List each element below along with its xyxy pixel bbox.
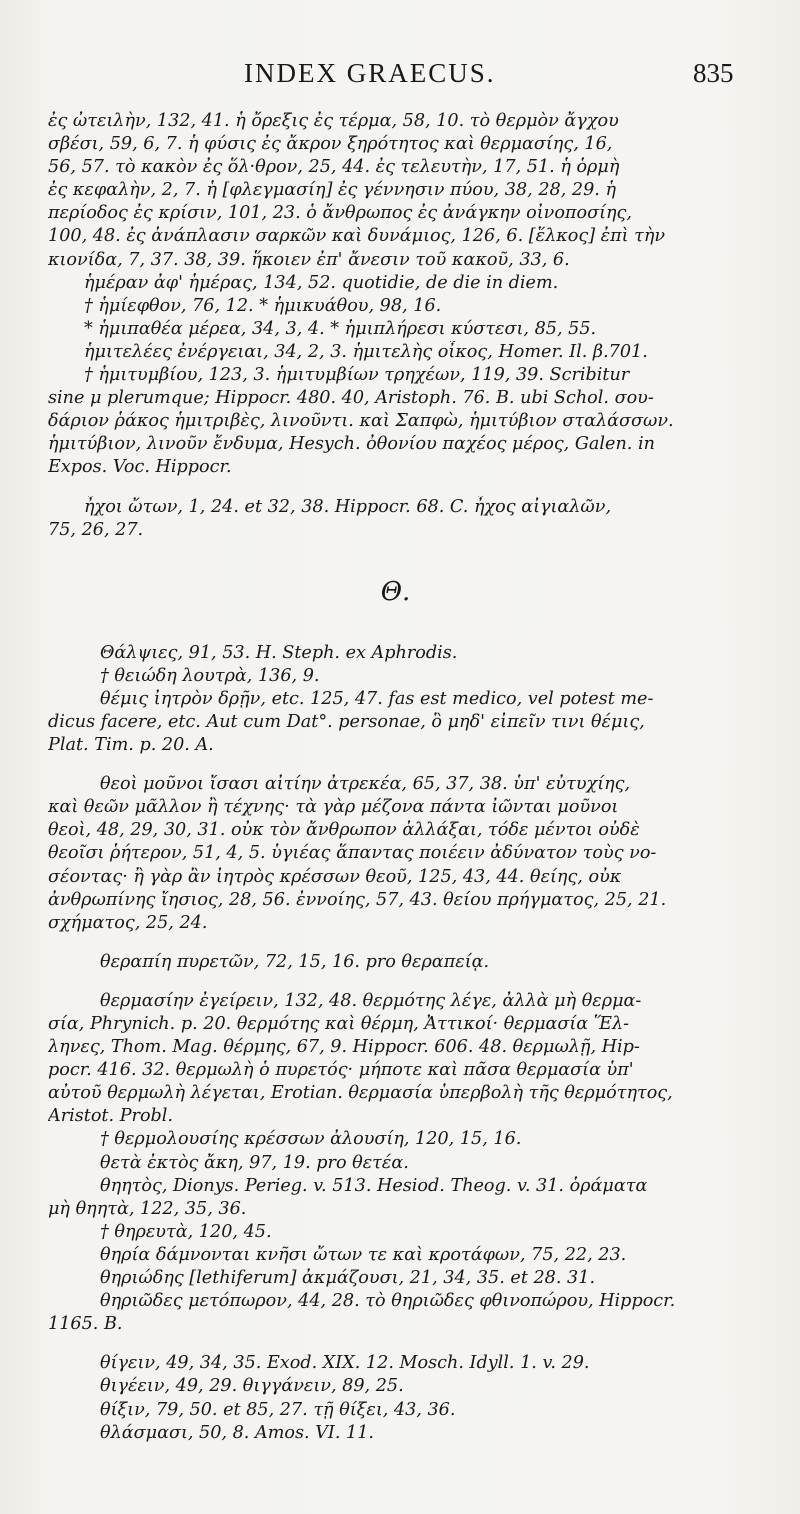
entry-line: Θάλψιες, 91, 53. H. Steph. ex Aphrodis. bbox=[100, 642, 458, 663]
entry-line: ἦχοι ὤτων, 1, 24. et 32, 38. Hippocr. 68. C. ἦχος αἰγιαλῶν, bbox=[84, 496, 612, 517]
entry-line: † ἡμίεφθον, 76, 12. * ἡμικυάθου, 98, 16. bbox=[84, 295, 442, 316]
text-line: Plat. Tim. p. 20. A. bbox=[48, 735, 214, 756]
text-line: dicus facere, etc. Aut cum Dat°. personae, ὃ μηδ' εἰπεῖν τινι θέμις, bbox=[48, 711, 645, 732]
entry-line: θηριώδης [lethiferum] ἀκμάζουσι, 21, 34, 35. et 28. 31. bbox=[100, 1268, 596, 1289]
text-line: Aristot. Probl. bbox=[48, 1106, 174, 1127]
text-line: ἐς ὠτειλὴν, 132, 41. ἡ ὄρεξις ἐς τέρμα, 58, 10. τὸ θερμὸν ἄγχου bbox=[48, 111, 619, 131]
text-line: μὴ θηητὰ, 122, 35, 36. bbox=[48, 1198, 247, 1219]
text-line: ἀνθρωπίνης ἴησιος, 28, 56. ἐννοίης, 57, 43. θείου πρήγματος, 25, 21. bbox=[48, 889, 667, 910]
text-line: σία, Phrynich. p. 20. θερμότης καὶ θέρμη, Ἀττικοί· θερμασία Ἕλ- bbox=[48, 1014, 630, 1034]
entry-line: ἡμιτελέες ἐνέργειαι, 34, 2, 3. ἡμιτελὴς οἶκος, Homer. Il. β.701. bbox=[84, 341, 648, 362]
text-line: καὶ θεῶν μᾶλλον ἢ τέχνης· τὰ γὰρ μέζονα πάντα ἰῶνται μοῦνοι bbox=[48, 797, 619, 818]
entry-line: † θηρευτὰ, 120, 45. bbox=[100, 1221, 272, 1242]
page-header bbox=[0, 58, 800, 98]
text-line: sine μ plerumque; Hippocr. 480. 40, Aristoph. 76. B. ubi Schol. σου- bbox=[48, 388, 654, 409]
text-line: σβέσι, 59, 6, 7. ἡ φύσις ἐς ἄκρον ξηρότητος καὶ θερμασίης, 16, bbox=[48, 134, 613, 155]
entry-line: * ἡμιπαθέα μέρεα, 34, 3, 4. * ἡμιπλήρεσι κύστεσι, 85, 55. bbox=[84, 318, 597, 339]
entry-line: θεοὶ μοῦνοι ἴσασι αἰτίην ἀτρεκέα, 65, 37, 38. ὑπ' εὐτυχίης, bbox=[100, 774, 631, 795]
entry-line: θετὰ ἐκτὸς ἄκη, 97, 19. pro θετέα. bbox=[100, 1152, 409, 1173]
entry-line: θηητὸς, Dionys. Perieg. v. 513. Hesiod. Theog. v. 31. ὁράματα bbox=[100, 1175, 648, 1196]
entry-line: θηριῶδες μετόπωρον, 44, 28. τὸ θηριῶδες φθινοπώρου, Hippocr. bbox=[100, 1291, 676, 1312]
running-title: INDEX GRAECUS. bbox=[244, 58, 496, 88]
text-line: ληνες, Thom. Mag. θέρμης, 67, 9. Hippocr. 606. 48. θερμωλῇ, Hip- bbox=[48, 1037, 640, 1058]
entry-line: θέμις ἰητρὸν δρῇν, etc. 125, 47. fas est medico, vel potest me- bbox=[100, 688, 654, 709]
text-line: ἐς κεφαλὴν, 2, 7. ἡ [φλεγμασίη] ἐς γέννησιν πύου, 38, 28, 29. ἡ bbox=[48, 180, 616, 201]
entry-line: θιγέειν, 49, 29. θιγγάνειν, 89, 25. bbox=[100, 1376, 404, 1397]
entry-line: † θερμολουσίης κρέσσων ἀλουσίη, 120, 15, 16. bbox=[100, 1129, 522, 1150]
entry-line: θίξιν, 79, 50. et 85, 27. τῇ θίξει, 43, 36. bbox=[100, 1399, 456, 1420]
entry-line: θλάσμασι, 50, 8. Amos. VI. 11. bbox=[100, 1422, 375, 1443]
entry-line: † θειώδη λουτρὰ, 136, 9. bbox=[100, 665, 320, 686]
entry-line: θερμασίην ἐγείρειν, 132, 48. θερμότης λέγε, ἀλλὰ μὴ θερμα- bbox=[100, 990, 642, 1011]
text-line: 1165. B. bbox=[48, 1314, 123, 1335]
text-line: περίοδος ἐς κρίσιν, 101, 23. ὁ ἄνθρωπος ἐς ἀνάγκην οἰνοποσίης, bbox=[48, 203, 632, 224]
section-heading: Θ. bbox=[380, 576, 411, 607]
text-line: σέοντας· ἢ γὰρ ἂν ἰητρὸς κρέσσων θεοῦ, 125, 43, 44. θείης, οὐκ bbox=[48, 866, 622, 887]
text-line: θεοῖσι ῥήτερον, 51, 4, 5. ὑγιέας ἅπαντας ποιέειν ἀδύνατον τοὺς νο- bbox=[48, 843, 657, 864]
text-line: 75, 26, 27. bbox=[48, 519, 144, 540]
index-text bbox=[48, 110, 773, 1445]
text-line: δάριον ῥάκος ἡμιτριβὲς, λινοῦντι. καὶ Σαπφὼ, ἡμιτύβιον σταλάσσων. bbox=[48, 411, 674, 432]
text-line: 56, 57. τὸ κακὸν ἐς ὅλ·θρον, 25, 44. ἐς τελευτὴν, 17, 51. ἡ ὁρμὴ bbox=[48, 157, 620, 178]
text-line: 100, 48. ἐς ἀνάπλασιν σαρκῶν καὶ δυνάμιος, 126, 6. [ἕλκος] ἐπὶ τὴν bbox=[48, 226, 666, 247]
text-line: σχήματος, 25, 24. bbox=[48, 912, 208, 933]
text-line: Expos. Voc. Hippocr. bbox=[48, 457, 232, 478]
entry-line: θίγειν, 49, 34, 35. Exod. XIX. 12. Mosch. Idyll. 1. v. 29. bbox=[100, 1353, 590, 1374]
text-line: κιονίδα, 7, 37. 38, 39. ἥκοιεν ἐπ' ἄνεσιν τοῦ κακοῦ, 33, 6. bbox=[48, 249, 570, 270]
text-line: αὐτοῦ θερμωλὴ λέγεται, Erotian. θερμασία ὑπερβολὴ τῆς θερμότητος, bbox=[48, 1083, 673, 1104]
entry-line: θεραπίη πυρετῶν, 72, 15, 16. pro θεραπείᾳ. bbox=[100, 951, 490, 972]
page-number: 835 bbox=[693, 58, 734, 88]
text-line: ἡμιτύβιον, λινοῦν ἔνδυμα, Hesych. ὀθονίου παχέος μέρος, Galen. in bbox=[48, 434, 655, 455]
entry-line: θηρία δάμνονται κνῆσι ὤτων τε καὶ κροτάφων, 75, 22, 23. bbox=[100, 1244, 627, 1265]
entry-line: † ἡμιτυμβίου, 123, 3. ἡμιτυμβίων τρηχέων, 119, 39. Scribitur bbox=[84, 365, 630, 386]
entry-line: ἡμέραν ἀφ' ἡμέρας, 134, 52. quotidie, de die in diem. bbox=[84, 272, 559, 293]
text-line: pocr. 416. 32. θερμωλὴ ὁ πυρετός· μήποτε καὶ πᾶσα θερμασία ὑπ' bbox=[48, 1060, 634, 1081]
text-line: θεοὶ, 48, 29, 30, 31. οὐκ τὸν ἄνθρωπον ἀλλάξαι, τόδε μέντοι οὐδὲ bbox=[48, 820, 640, 841]
